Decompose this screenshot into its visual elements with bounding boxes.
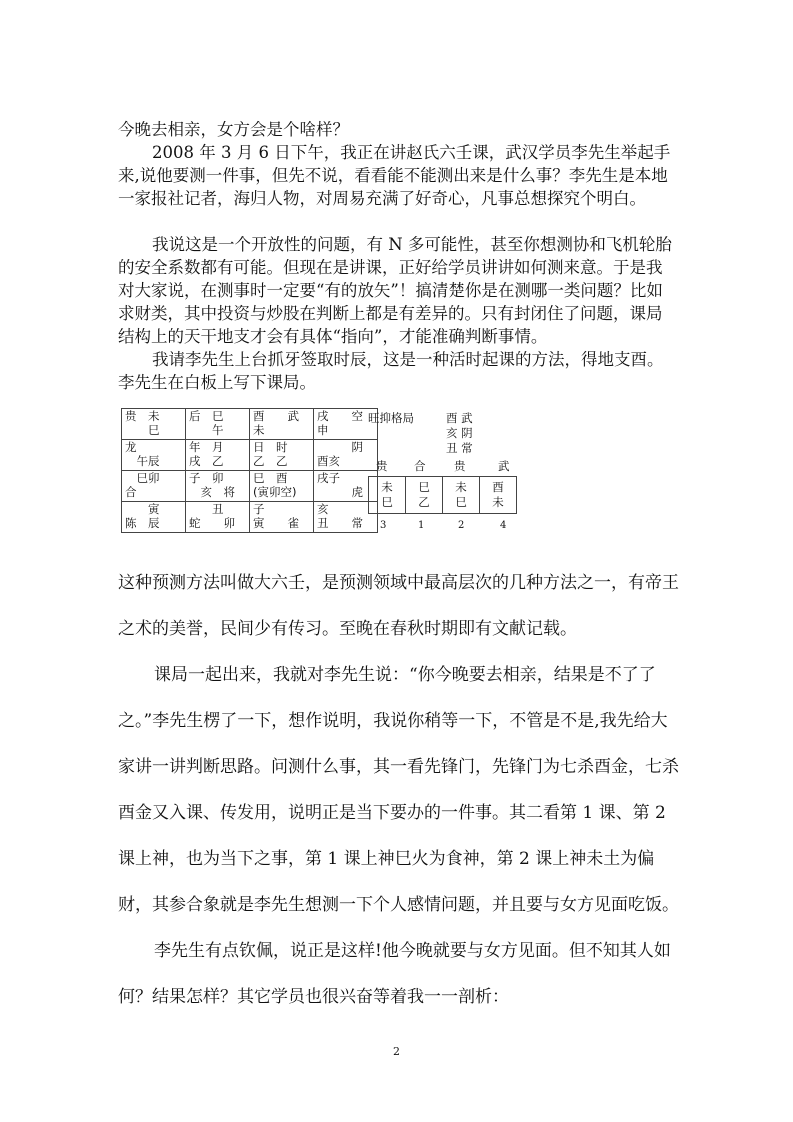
lesson-number: 4 <box>500 520 507 531</box>
four-lessons-panel <box>368 408 538 538</box>
lesson-general: 贵 <box>376 459 388 473</box>
chart-cell: 子 卯 亥 将 <box>186 471 250 502</box>
transmission-3: 丑 常 <box>446 441 473 455</box>
paragraph-draw-time: 我请李先生上台抓牙签取时辰，这是一种活时起课的方法，得地支酉。李先生在白板上写下课局。 <box>118 350 664 392</box>
chart-row <box>122 502 378 533</box>
lesson-cell: 未 巳 <box>443 477 480 514</box>
chart-cell: 寅 陈 辰 <box>122 502 186 533</box>
chart-cell: 子 寅 雀 <box>250 502 314 533</box>
lesson-cell: 酉 未 <box>480 477 517 514</box>
lesson-cell: 未 巳 <box>369 477 406 514</box>
chart-row <box>122 440 378 471</box>
paragraph-open-question: 我说这是一个开放性的问题，有 N 多可能性，甚至你想测协和飞机轮胎的安全系数都有可能。但现在是讲课，正好给学员讲讲如何测来意。于是我对大家说，在测事时一定要“有的放矢”！搞清楚你是在测哪一类问题？比如求财类，其中投资与炒股在判断上都是有差异的。只有封闭住了问题，课局结构上的天干地支才会有具体“指向”，才能准确判断事情。 <box>118 235 672 346</box>
chart-cell: 戌子 虎 <box>314 471 378 502</box>
lessons-table <box>368 476 517 514</box>
divination-chart-grid <box>121 408 378 533</box>
chart-row <box>122 471 378 502</box>
lesson-number: 3 <box>380 520 387 531</box>
page-number: 2 <box>393 1045 400 1058</box>
lesson-number: 2 <box>458 520 465 531</box>
chart-cell: 后 巳 午 <box>186 409 250 440</box>
chart-cell: 酉 武 未 <box>250 409 314 440</box>
chart-cell: 亥 丑 常 <box>314 502 378 533</box>
transmission-2: 亥 阴 <box>446 426 473 440</box>
lesson-number: 1 <box>418 520 425 531</box>
lesson-general: 武 <box>498 459 510 473</box>
paragraph-title-question: 今晚去相亲，女方会是个啥样？ <box>118 120 349 139</box>
lesson-cell: 巳 乙 <box>406 477 443 514</box>
paragraph-analysis: 课局一起出来，我就对李先生说：“你今晚要去相亲，结果是不了了之。”李先生楞了一下，想作说明，我说你稍等一下，不管是不是,我先给大家讲一讲判断思路。问测什么事，其一看先锋门，先锋门为七杀酉金，七杀酉金又入课、传发用，说明正是当下要办的一件事。其二看第 1 课、第 2 课上神，也为当下之事，第 1 课上神巳火为食神，第 2 课上神未土为偏财，其参合象就是李先生想测一下个人感情问题，并且要与女方见面吃饭。 <box>118 665 679 915</box>
chart-cell: 巳 酉 (寅卯空) <box>250 471 314 502</box>
chart-row <box>122 409 378 440</box>
chart-cell: 年 月 戌 乙 <box>186 440 250 471</box>
lesson-general: 合 <box>414 459 426 473</box>
chart-cell: 丑 蛇 卯 <box>186 502 250 533</box>
chart-cell: 贵 未 巳 <box>122 409 186 440</box>
chart-cell: 龙 午辰 <box>122 440 186 471</box>
pattern-title: 旺抑格局 <box>368 411 414 425</box>
paragraph-reaction: 李先生有点钦佩，说正是这样!他今晚就要与女方见面。但不知其人如何？结果怎样？其它学员也很兴奋等着我一一剖析： <box>118 941 671 1007</box>
chart-cell: 阴 酉亥 <box>314 440 378 471</box>
paragraph-liuren-intro: 这种预测方法叫做大六壬，是预测领域中最高层次的几种方法之一，有帝王之术的美誉，民间少有传习。至晚在春秋时期即有文献记载。 <box>118 573 679 639</box>
transmission-1: 酉 武 <box>446 411 473 425</box>
chart-cell: 戌 空 申 <box>314 409 378 440</box>
chart-cell: 巳卯 合 <box>122 471 186 502</box>
lesson-general: 贵 <box>454 459 466 473</box>
paragraph-intro: 2008 年 3 月 6 日下午，我正在讲赵氏六壬课，武汉学员李先生举起手来,说他要测一件事，但先不说，看看能不能测出来是什么事？李先生是本地一家报社记者，海归人物，对周易充满了好奇心，凡事总想探究个明白。 <box>118 143 671 208</box>
chart-cell: 日 时 乙 乙 <box>250 440 314 471</box>
